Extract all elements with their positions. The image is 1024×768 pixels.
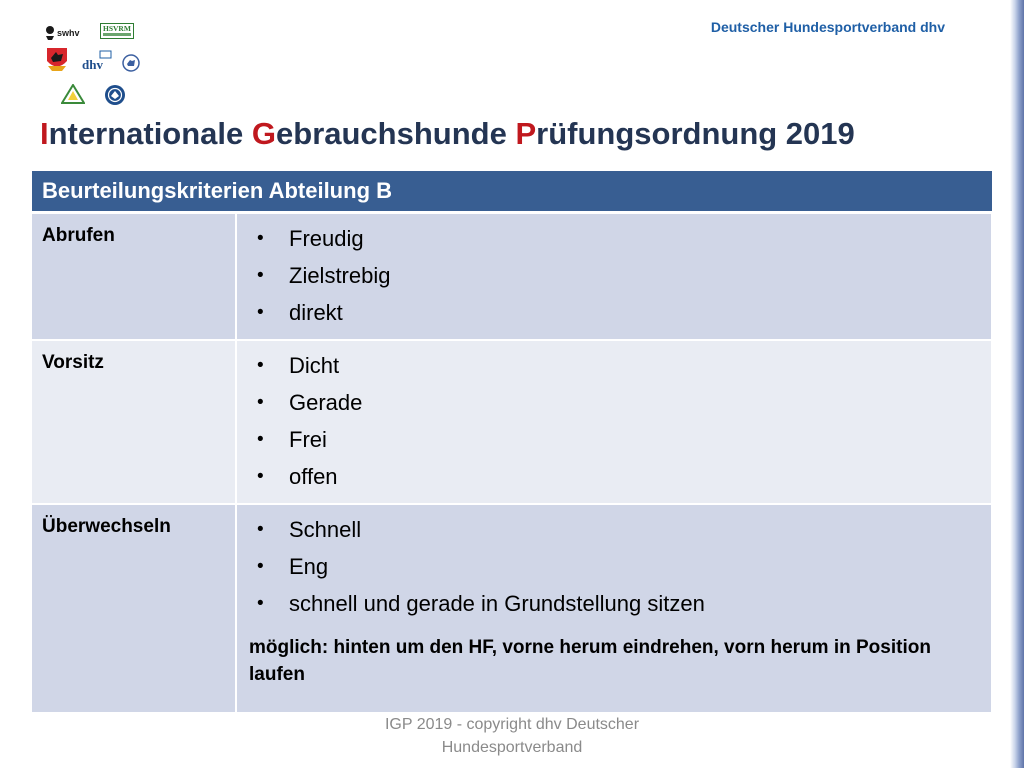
criteria-item: • Eng	[257, 548, 979, 585]
criteria-item: • Schnell	[257, 511, 979, 548]
member-logos	[36, 20, 148, 112]
row-criteria	[236, 504, 992, 712]
triangle-club-logo	[61, 84, 85, 104]
wolf-club-logo	[44, 46, 70, 72]
table-row-vorsitz	[32, 340, 992, 504]
row-criteria	[236, 340, 992, 504]
organization-name: Deutscher Hundesportverband dhv	[710, 19, 945, 35]
slide-edge-decoration	[1010, 0, 1024, 768]
table-row-ueberwechseln	[32, 504, 992, 712]
row-label: Vorsitz	[32, 340, 236, 504]
criteria-item: • Zielstrebig	[257, 257, 979, 294]
criteria-item: • direkt	[257, 294, 979, 331]
criteria-list	[257, 220, 979, 331]
round-club-logo	[104, 84, 126, 106]
dhv-logo-text: dhv	[82, 57, 103, 72]
hsvrm-logo	[100, 23, 134, 39]
criteria-list	[257, 511, 979, 622]
criteria-list	[257, 347, 979, 495]
dog-club-logo	[122, 54, 140, 72]
page-title	[40, 116, 855, 152]
title-initial-i: I	[40, 116, 49, 151]
title-part-2: ebrauchshunde	[276, 116, 516, 151]
swhv-logo	[44, 24, 80, 42]
criteria-item: • schnell und gerade in Grundstellung sitzen	[257, 585, 979, 622]
criteria-table	[32, 171, 993, 712]
title-part-3: rüfungsordnung 2019	[536, 116, 855, 151]
hsvrm-logo-text: HSVRM	[103, 24, 131, 33]
criteria-item: • Gerade	[257, 384, 979, 421]
criteria-item: • Freudig	[257, 220, 979, 257]
table-row-abrufen	[32, 213, 992, 341]
row-label: Abrufen	[32, 213, 236, 341]
criteria-item: • Frei	[257, 421, 979, 458]
table-heading: Beurteilungskriterien Abteilung B	[32, 171, 992, 213]
row-criteria	[236, 213, 992, 341]
criteria-item: • Dicht	[257, 347, 979, 384]
title-initial-g: G	[251, 116, 277, 151]
footer-line-2: Hundesportverband	[441, 739, 583, 756]
table-header-row	[32, 171, 992, 213]
criteria-item: • offen	[257, 458, 979, 495]
footer-copyright	[352, 713, 672, 759]
footer-line-1: IGP 2019 - copyright dhv Deutscher	[384, 716, 640, 733]
row-label: Überwechseln	[32, 504, 236, 712]
criteria-note: möglich: hinten um den HF, vorne herum eindrehen, vorn herum in Position laufen	[249, 637, 931, 685]
dhv-logo	[80, 50, 112, 74]
title-initial-p: P	[515, 116, 537, 151]
title-part-1: nternationale	[48, 116, 252, 151]
swhv-logo-text: swhv	[57, 28, 80, 38]
